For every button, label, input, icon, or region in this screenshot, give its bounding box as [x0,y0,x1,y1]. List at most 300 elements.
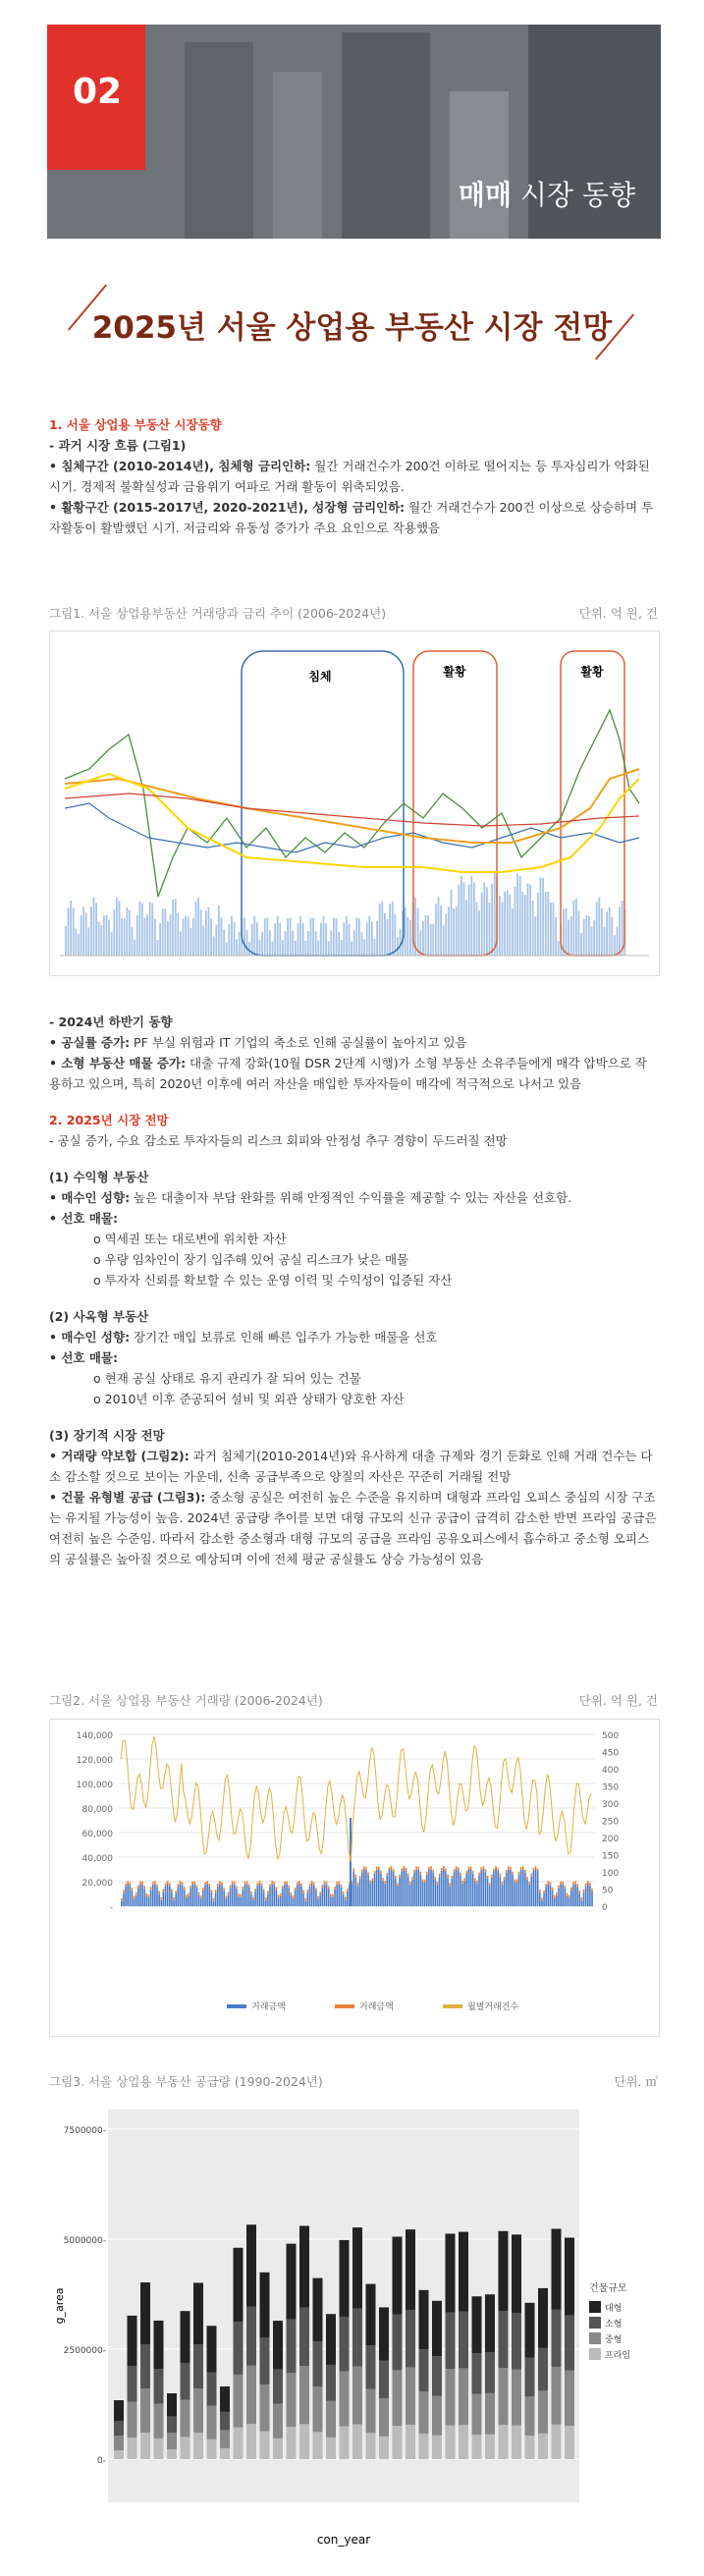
fig1-bar [188,916,190,956]
fig2-bar [530,1877,532,1906]
fig1-bar [468,885,470,956]
fig3-bar-seg [538,2348,548,2391]
fig2-bar-b [468,1867,470,1870]
fig1-bar [406,917,408,956]
fig3-bar-seg [393,2236,403,2314]
fig2-bar-b [363,1866,365,1869]
fig2-line-count [121,1736,591,1862]
fig2-bar [221,1886,223,1906]
fig2-bar-b [581,1897,583,1900]
fig2-bar-b [424,1880,426,1883]
fig1-bar [129,910,131,956]
fig3-bar-seg [565,2426,574,2459]
fig2-bar [250,1894,252,1906]
fig1-bar [336,918,338,956]
fig1-bar [98,922,100,956]
fig2-bar [321,1888,323,1906]
fig2-bar-b [347,1889,349,1891]
fig2-bar [397,1887,399,1906]
fig2-bar [313,1886,315,1906]
fig1-bar [312,918,314,956]
fig2-bar-b [200,1895,202,1898]
fig2-bar [152,1885,154,1906]
fig2-bar-b [485,1869,487,1872]
fig3-legend-swatch [589,2332,601,2344]
fig1-bar [545,892,547,956]
fig1-bar [481,893,483,956]
fig1-bar [583,919,585,956]
fig2-bar [339,1884,341,1906]
fig1-bar [349,924,351,956]
fig1-bar [190,928,191,956]
fig2-bar-b [530,1874,532,1877]
fig2-bar [562,1885,564,1906]
fig2-bar [574,1884,576,1906]
fig2-bar [372,1882,374,1906]
fig1-bar [228,924,230,956]
fig1-bar [95,903,97,956]
fig2-bar [154,1884,156,1906]
fig3-bar-seg [128,2366,137,2402]
fig2-bar [391,1869,393,1906]
fig1-bar [65,926,67,956]
section-number: 02 [73,72,123,112]
fig3-bar-seg [128,2438,137,2459]
fig1-bar [172,900,174,956]
fig2-legend-swatch [227,2004,246,2008]
fig1-bar [389,904,391,956]
fig1-bar [197,898,199,956]
fig2-bar-b [135,1892,137,1895]
fig3-y-tick: 5000000- [63,2236,106,2246]
fig3-bar-seg [340,2372,350,2427]
fig2-bar [238,1896,240,1906]
fig3-bar-seg [512,2370,521,2426]
fig2-left-tick: 60,000 [81,1830,113,1839]
fig3-bar-seg [193,2388,203,2433]
fig2-left-tick: - [109,1903,113,1913]
fig2-bar-b [401,1869,403,1872]
fig2-bar-b [476,1881,478,1884]
fig2-bar [146,1896,148,1906]
fig1-bar [351,942,352,956]
hero-banner [47,25,661,239]
fig3-bar-seg [552,2310,562,2368]
fig2-bar [422,1882,424,1906]
fig3-bar-seg [446,2369,456,2425]
fig2-bar-b [286,1881,288,1884]
fig2-bar-b [250,1891,252,1894]
fig3-bar-seg [207,2326,217,2373]
fig2-bar [158,1894,160,1906]
fig1-bar [282,940,284,956]
fig2-bar [369,1884,371,1906]
fig2-bar [550,1885,552,1906]
fig2-bar-b [574,1881,576,1884]
fig1-bar [617,926,619,956]
fig3-bar-seg [313,2278,323,2342]
fig1-bar [70,901,72,956]
fig2-bar [432,1873,434,1906]
fig1-bar [379,904,381,956]
fig2-bar-b [163,1889,165,1891]
fig2-bar [506,1873,508,1906]
fig1-bar [317,940,319,956]
fig3-bar-seg [167,2449,177,2459]
fig1-bar [330,930,332,956]
fig1-bar [502,902,504,956]
fig2-bar-b [587,1881,589,1884]
fig2-bar [480,1870,482,1906]
fig2-bar [570,1891,572,1906]
fig1-bar [463,882,465,956]
fig3-bar-seg [499,2368,509,2425]
fig2-bar-b [411,1877,413,1880]
fig3-bar-seg [128,2402,137,2439]
fig3-xlabel: con_year [316,2533,371,2547]
fig1-bar [138,902,140,956]
fig2-bar-b [150,1887,152,1890]
fig2-right-tick: 100 [602,1869,620,1879]
fig3-bar-seg [366,2284,376,2345]
fig3-bar-seg [299,2366,309,2424]
fig2-bar [407,1877,409,1906]
fig1-bar [177,913,179,956]
fig3-bar-seg [140,2388,150,2433]
fig3-bar-seg [220,2412,230,2430]
fig3-bar-seg [565,2237,574,2315]
fig1-svg [50,631,659,975]
fig2-bar-b [357,1883,359,1886]
fig3-bar-seg [419,2349,429,2391]
fig1-bar [295,941,297,956]
fig2-bar [232,1884,234,1906]
fig1-bar [213,936,215,956]
fig1-bar [550,903,552,956]
fig1-bar [445,913,447,956]
fig2-bar [482,1869,484,1906]
fig2-bar-b [300,1884,302,1887]
fig2-bar [378,1870,380,1906]
fig1-bar [494,873,496,956]
fig2-bar [359,1879,361,1906]
fig2-bar [271,1884,273,1906]
fig2-bar-b [302,1891,304,1893]
fig2-bar-b [261,1883,263,1886]
fig1-bar [162,908,164,956]
fig2-bar [121,1901,123,1906]
fig2-bar-b [369,1881,371,1884]
fig2-bar [206,1884,208,1906]
fig2-bar-b [244,1882,246,1885]
fig2-bar-b [570,1888,572,1891]
fig2-bar [150,1890,152,1906]
fig2-bar-b [175,1891,177,1893]
fig2-bar-spike [350,1818,352,1906]
fig2-legend-label: 월별거래건수 [467,2002,519,2012]
fig3-bar-seg [114,2421,124,2436]
fig2-bar-b [137,1885,139,1888]
fig3-bar-seg [326,2314,336,2365]
fig2-bar [171,1891,173,1906]
fig2-bar-b [461,1881,463,1884]
fig3-bar-seg [366,2389,376,2434]
fig2-bar [256,1886,258,1906]
fig1-bar [315,931,317,956]
fig2-bar [334,1890,336,1906]
fig1-line-red [65,794,639,826]
fig2-bar [445,1871,447,1906]
fig3-bar-seg [114,2436,124,2450]
fig1-bar [374,939,376,956]
fig2-bar-b [206,1881,208,1884]
fig2-bar-b [430,1866,432,1869]
fig2-bar-b [537,1869,539,1872]
fig2-bar [156,1888,158,1906]
fig2-chart [49,1719,660,2037]
fig2-bar-b [154,1881,156,1884]
fig1-bar [292,931,294,956]
fig3-bar-seg [154,2439,164,2459]
fig1-bar [432,924,434,956]
fig1-bar [134,940,135,956]
fig1-bar [361,932,363,956]
fig2-bar-b [240,1894,242,1897]
fig2-bar [430,1869,432,1906]
fig1-bar [323,916,325,956]
fig3-bar-seg [352,2309,362,2367]
fig2-bar [345,1899,347,1906]
fig2-bar [526,1880,528,1906]
fig1-bar [585,915,587,956]
fig1-bar [568,920,569,956]
fig2-bar [265,1900,267,1906]
fig2-bar-b [146,1893,148,1896]
fig2-bar-b [404,1866,406,1869]
fig3-bar-seg [459,2368,468,2425]
fig2-bar-b [406,1868,407,1871]
fig2-bar [424,1883,426,1906]
fig1-bar [381,902,383,956]
fig1-line-orange [65,769,639,843]
fig2-bar-b [330,1893,332,1896]
fig2-bar [317,1899,319,1906]
fig2-bar [137,1888,139,1906]
fig2-bar-b [319,1891,321,1894]
fig1-bar [126,907,128,956]
fig2-bar-b [221,1883,223,1886]
fig3-bar-seg [352,2227,362,2309]
fig2-bar-b [456,1866,458,1869]
fig1-bar [575,899,577,956]
fig3-bar-seg [128,2316,137,2366]
fig3-bar-seg [459,2312,468,2369]
fig2-bar-b [211,1891,213,1893]
fig1-bar [307,931,309,956]
fig2-bar [230,1888,232,1906]
fig2-bar [587,1884,589,1906]
fig2-bar-b [280,1893,282,1896]
fig1-bar [553,903,555,956]
fig1-bar [514,887,516,956]
fig1-bar [215,925,217,956]
fig1-bar [81,915,82,956]
fig1-bar [534,916,536,956]
fig2-bar [435,1880,437,1906]
fig1-bar [353,930,355,956]
fig1-bar [593,920,595,956]
fig2-bar-b [382,1878,384,1881]
fig1-bar [121,918,123,956]
fig1-caption: 그림1. 서울 상업용부동산 거래량과 금리 추이 (2006-2024년) 단위. 억 원, 건 [49,606,658,621]
fig2-bar-b [234,1882,236,1885]
fig1-bar [170,914,172,956]
fig2-bar-b [543,1891,545,1893]
fig1-bar [195,901,197,956]
fig2-bar-b [190,1886,191,1889]
fig3-bar-seg [167,2433,177,2449]
fig2-bar [512,1875,514,1906]
fig2-bar [130,1886,132,1906]
fig2-svg [50,1720,659,2036]
fig2-bar [524,1873,526,1906]
fig2-bar-b [452,1876,454,1879]
fig1-bar [218,905,220,956]
fig1-bar [100,925,102,956]
fig3-bar-seg [406,2367,415,2424]
fig3-bar-seg [207,2406,217,2439]
fig2-bar-b [202,1888,204,1891]
fig2-bar-b [269,1884,271,1887]
fig2-bar [441,1871,443,1906]
fig1-bar [519,876,521,956]
fig3-bar-seg [220,2430,230,2447]
fig2-bar [286,1884,288,1906]
fig2-bar [463,1881,465,1906]
fig2-bar [539,1892,541,1906]
fig1-bar [75,929,77,956]
fig1-bar [376,921,378,956]
fig2-bar-b [372,1879,374,1882]
fig3-bar-seg [207,2373,217,2406]
fig2-bar [213,1901,215,1906]
fig2-bar [409,1885,411,1906]
fig3-bar-seg [313,2432,323,2459]
fig2-bar [298,1884,300,1906]
fig2-left-tick: 80,000 [81,1805,113,1815]
fig2-bar [554,1898,556,1906]
fig1-bar [226,942,228,956]
fig3-legend-label: 프라임 [605,2351,631,2361]
fig1-bar [611,917,613,956]
fig1-bar [192,918,194,956]
fig2-bar-b [194,1881,196,1884]
fig2-bar-b [334,1887,336,1890]
fig1-bar [157,940,159,956]
fig3-y-tick: 0- [97,2456,106,2466]
fig3-bar-seg [446,2426,456,2459]
fig2-bar-b [288,1886,290,1889]
fig2-bar [528,1885,530,1906]
fig3-bar-seg [485,2294,495,2352]
fig2-bar-b [389,1867,391,1870]
fig1-bar [239,932,241,956]
fig2-bar-b [208,1884,210,1887]
fig2-bar-b [443,1866,445,1869]
fig3-bar-seg [538,2390,548,2434]
fig2-bar [276,1890,278,1906]
fig2-bar-b [315,1888,317,1891]
fig2-bar [520,1870,522,1906]
fig1-line-green [65,710,639,897]
fig1-bar [417,908,419,956]
fig2-bar-b [152,1882,154,1885]
fig1-bar [78,934,80,956]
fig2-bar [495,1869,497,1906]
fig2-bar [478,1876,480,1906]
fig1-bar [346,916,348,956]
fig1-bar [521,892,523,956]
fig3-chart [49,2100,658,2551]
fig3-bar-seg [313,2341,323,2386]
fig3-bar-seg [379,2398,389,2437]
fig2-bar-b [282,1886,284,1889]
fig1-bar [394,914,396,956]
fig2-bar [175,1893,177,1906]
fig1-bar [208,907,210,956]
fig2-bar-b [278,1894,280,1897]
fig3-bar-seg [154,2404,164,2439]
fig2-bar [304,1901,306,1906]
fig2-bar-b [165,1883,167,1886]
fig3-bar-seg [326,2438,336,2459]
fig3-bar-seg [352,2367,362,2425]
fig2-bar-b [516,1880,518,1883]
fig2-bar-b [141,1882,143,1885]
fig2-bar [357,1886,359,1906]
hero-title: 매매 시장 동향 [458,179,635,211]
fig2-bar-b [439,1874,441,1877]
section-2: - 2024년 하반기 동향 • 공실률 증가: PF 부실 위험과 IT 기업의 축소로 인해 공실률이 높아지고 있음 • 소형 부동산 매물 증가: 대출 규제 강화(10월 DSR 2단계 시행)가 소형 부동산 소유주들에게 매각 압박으로 작용하고 있으며, 특히 2020년 이후에 여러 자산을 매입한 투자자들이 매각에 적극적으로 나서고 있음 2. 2025년 시장 전망 - 공실 증가, 수요 감소로 투자자들의 리스크 회피와 안정성 추구 경향이 두드러질 전망 (1) 수익형 부동산 • 매수인 성향: 높은 대출이자 부담 완화를 위해 안정적인 수익률을 제공할 수 있는 자산을 선호함. • 선호 매물: o 역세권 또는 대로변에 위치한 자산 o 우량 임차인이 장기 입주해 있어 공실 리스크가 낮은 매물 o 투자자 신뢰를 확보할 수 있는 운영 이력 및 수익성이 입증된 자산 (2) 사옥형 부동산 • 매수인 성향: 장기간 매입 보류로 인해 빠른 입주가 가능한 매물을 선호 • 선호 매물: o 현재 공실 상태로 유지 관리가 잘 되어 있는 건물 o 2010년 이후 준공되어 설비 및 외관 상태가 양호한 자산 (3) 장기적 시장 전망 • 거래량 약보합 (그림2): 과거 침체기(2010-2014년)와 유사하게 대출 규제와 경기 둔화로 인해 거래 건수는 다소 감소할 것으로 보이는 가운데, 신축 공급부족으로 양질의 자산은 꾸준히 거래될 전망 • 건물 유형별 공급 (그림3): 중소형 공실은 여전히 높은 수준을 유지하며 대형과 프라임 오피스 중심의 시장 구조는 유지될 가능성이 높음. 2024년 공급량 추이를 보면 대형 규모의 신규 공급이 급격히 감소한 반면 프라임 공급은 여전히 높은 수준임. 따라서 감소한 중소형과 대형 규모의 공급을 프라임 공유오피스에서 흡수하고 중소형 오피스의 공실률은 높아질 것으로 예상되며 이에 전체 평균 공실률도 상승 가능성이 있음 [49,1014,657,1566]
fig2-right-tick: 0 [602,1903,608,1913]
fig1-bar [343,922,345,956]
fig2-bar-b [374,1871,376,1874]
fig2-bar [295,1891,297,1906]
fig2-bar-b [230,1885,232,1888]
fig2-bar-b [238,1893,240,1896]
fig2-bar [297,1886,298,1906]
fig2-bar-b [336,1882,338,1885]
fig2-bar-b [432,1870,434,1873]
fig2-bar-b [256,1883,258,1886]
fig2-bar [228,1895,230,1906]
fig2-right-tick: 200 [602,1835,620,1844]
fig2-bar-b [223,1888,225,1891]
fig2-bar [309,1887,311,1906]
fig2-bar [411,1880,413,1906]
fig1-bar [285,931,287,956]
fig3-bar-seg [313,2386,323,2432]
fig2-bar-b [413,1870,415,1873]
fig2-bar [552,1891,554,1906]
fig2-bar [194,1884,196,1906]
fig3-bar-seg [273,2404,283,2439]
fig2-bar [254,1891,256,1906]
fig2-bar-b [495,1866,497,1869]
fig3-bar-seg [565,2315,574,2370]
fig2-bar [374,1874,376,1906]
fig3-bar-seg [154,2369,164,2403]
